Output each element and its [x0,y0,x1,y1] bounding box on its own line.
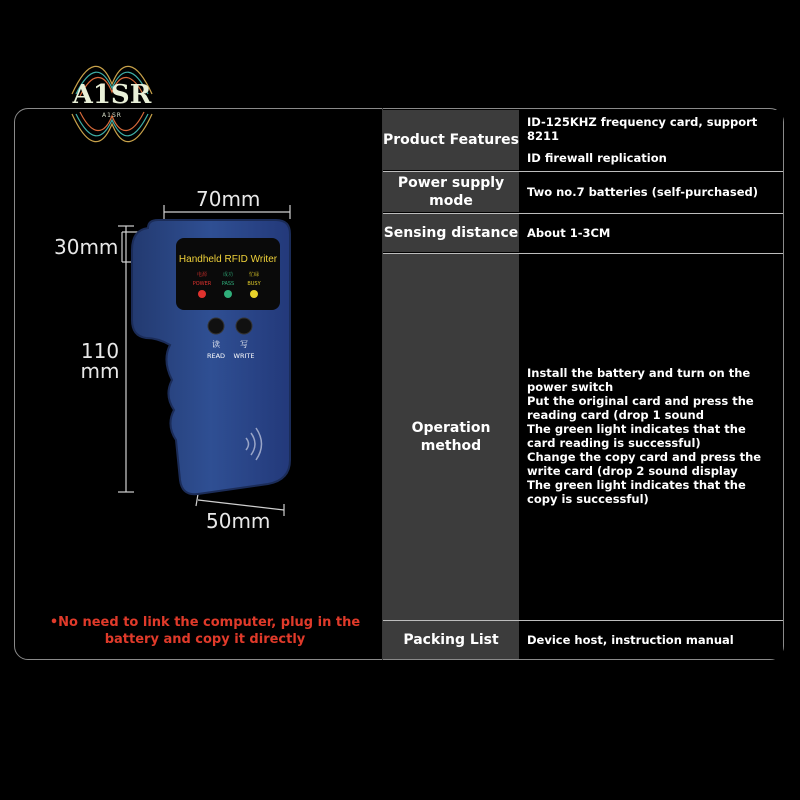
height-dimension-value: 110 [80,339,120,363]
base-dimension: 50mm [206,509,271,533]
read-button[interactable] [208,318,224,334]
read-button-label: READ [206,352,226,360]
thickness-dimension: 30mm [54,235,119,259]
write-button-label: WRITE [233,352,255,360]
device-title: Handheld RFID Writer [178,254,278,265]
spec-value-product-features-line2: ID firewall replication [527,151,667,165]
operation-step: Install the battery and turn on the power switch [527,366,751,394]
spec-label-operation-method [383,254,519,620]
operation-step: The green light indicates that the copy is successful) [527,478,746,506]
led-label-pass-cn: 成功 [222,272,234,278]
spec-value-operation-method [519,254,783,620]
width-dimension: 70mm [196,187,261,211]
write-button[interactable] [236,318,252,334]
led-label-power: POWER [192,281,212,287]
operation-steps-list [527,366,773,506]
logo-subtext: A1SR [102,112,122,119]
power-led-icon [198,290,206,298]
operation-step: The green light indicates that the card reading is successful) [527,422,746,450]
busy-led-icon [250,290,258,298]
write-button-cn: 写 [240,340,248,349]
led-label-busy: BUSY [247,281,261,287]
spec-label-product-features: Product Features [383,110,519,170]
logo-text: A1SR [72,80,152,110]
spec-value-packing-list: Device host, instruction manual [519,621,783,659]
led-label-pass: PASS [221,281,235,287]
spec-value-power-supply: Two no.7 batteries (self-purchased) [519,172,783,212]
operation-step: Change the copy card and press the write card (drop 2 sound display [527,450,762,478]
spec-value-product-features-line1: ID-125KHZ frequency card, support 8211 [527,115,758,143]
device-body [118,210,308,510]
led-label-power-cn: 电源 [196,272,208,278]
spec-label-sensing-distance: Sensing distance [383,214,519,252]
led-label-busy-cn: 忙碌 [248,272,260,278]
spec-value-product-features [519,110,783,170]
no-computer-note: •No need to link the computer, plug in the battery and copy it directly [49,615,361,647]
spec-value-sensing-distance: About 1-3CM [519,214,783,252]
read-button-cn: 读 [212,340,220,349]
height-dimension-unit: mm [80,359,120,383]
spec-label-packing-list: Packing List [383,621,519,659]
operation-method-label: Operation method [411,420,491,454]
pass-led-icon [224,290,232,298]
spec-label-power-supply: Power supply mode [383,172,519,212]
rfid-device-image [118,210,308,510]
operation-step: Put the original card and press the reading card (drop 1 sound [527,394,754,422]
